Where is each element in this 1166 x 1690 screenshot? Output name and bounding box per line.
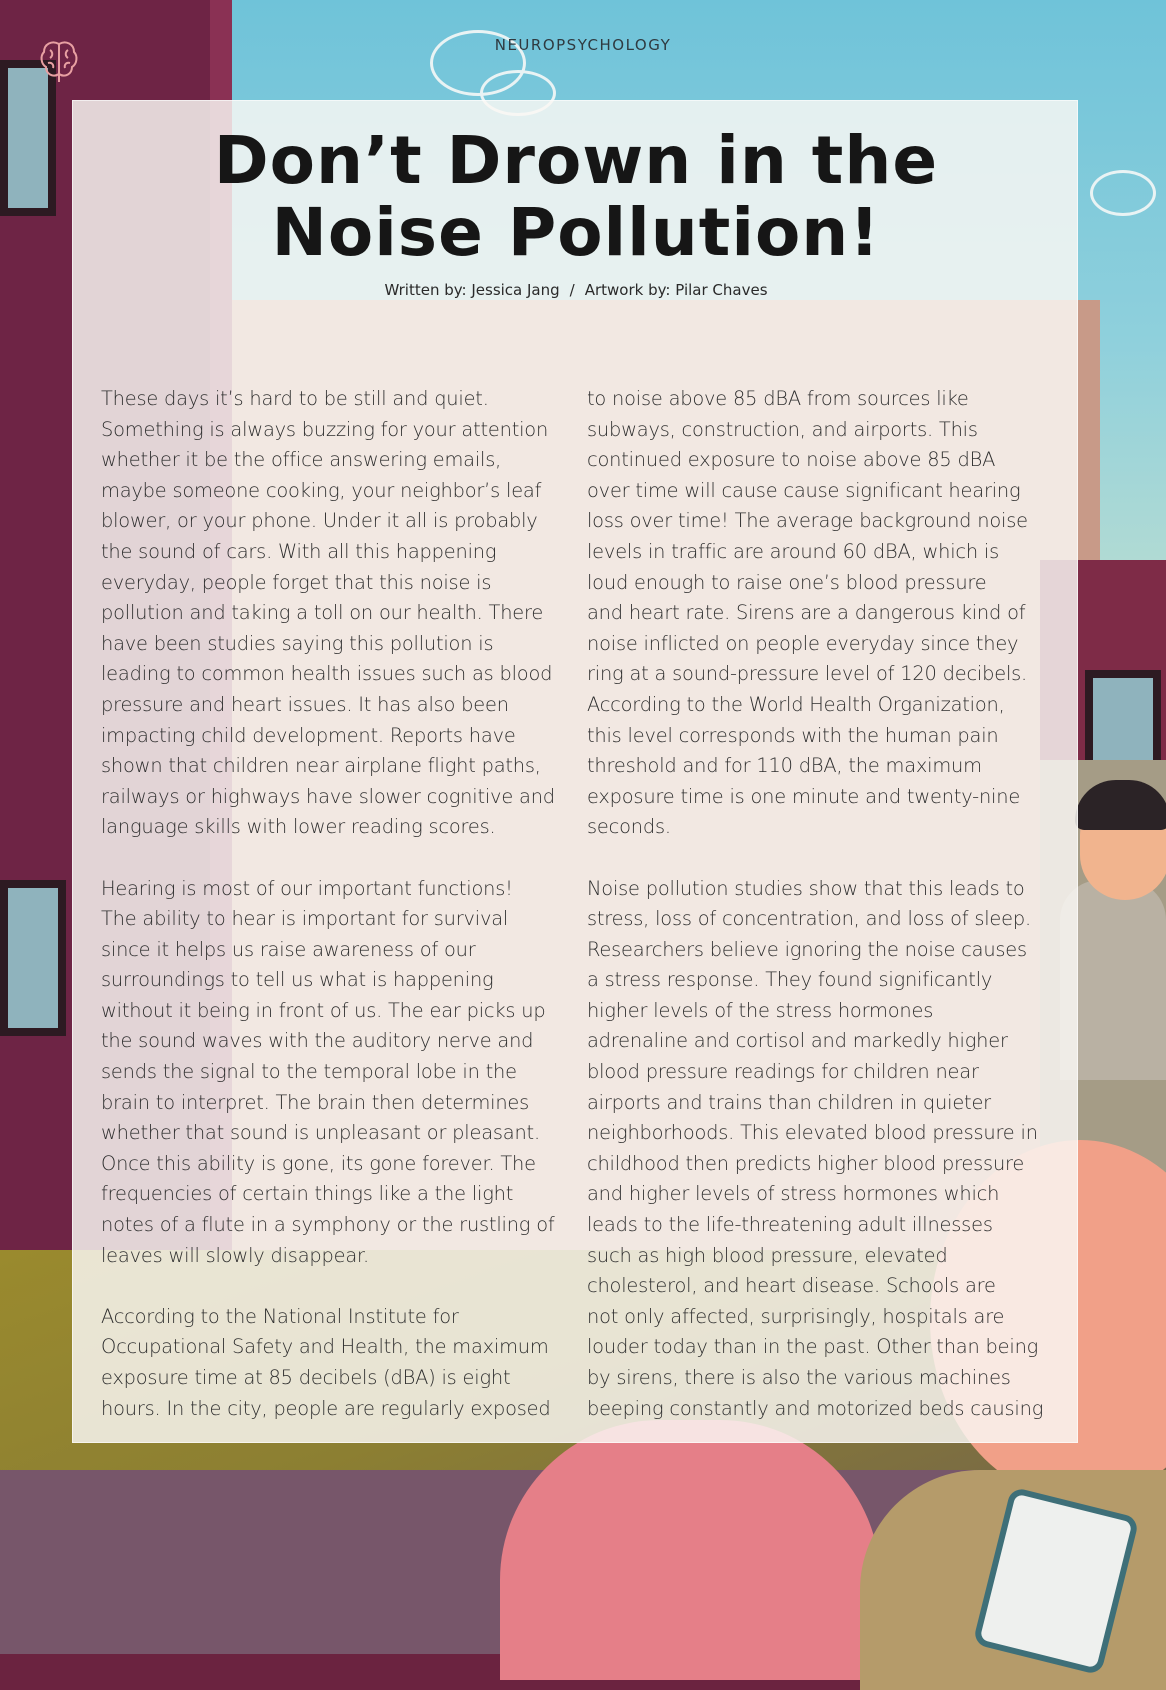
text-line: maybe someone cooking, your neighbor’s leaf	[101, 478, 542, 502]
title-line-1: Don’t Drown in the	[213, 122, 939, 199]
text-line: leading to common health issues such as blood	[101, 662, 553, 686]
text-line: According to the World Health Organization,	[587, 692, 1005, 716]
figure-pink-sweater	[500, 1420, 880, 1680]
byline	[73, 281, 1079, 299]
text-line: Something is always buzzing for your attention	[101, 417, 549, 441]
text-line: pollution and taking a toll on our health. There	[101, 601, 544, 625]
text-line: continued exposure to noise above 85 dBA	[587, 448, 996, 472]
text-line: Once this ability is gone, its gone forever. The	[101, 1151, 536, 1175]
text-line: stress, loss of concentration, and loss of sleep.	[587, 907, 1031, 931]
text-line: childhood then predicts higher blood pressure	[587, 1151, 1025, 1175]
text-line: sends the signal to the temporal lobe in the	[101, 1060, 517, 1084]
section-label: NEUROPSYCHOLOGY	[494, 36, 672, 54]
text-line: railways or highways have slower cognitive and	[101, 784, 555, 808]
text-line: language skills with lower reading scores.	[101, 815, 496, 839]
title-line-2: Noise Pollution!	[271, 194, 881, 271]
text-line: whether that sound is unpleasant or pleasant.	[101, 1121, 540, 1145]
text-line: airports and trains than children in quieter	[587, 1090, 991, 1114]
text-line: levels in traffic are around 60 dBA, which is	[587, 539, 999, 563]
text-line: the sound of cars. With all this happening	[101, 539, 497, 563]
text-line: the sound waves with the auditory nerve and	[101, 1029, 534, 1053]
text-line: adrenaline and cortisol and markedly higher	[587, 1029, 1008, 1053]
text-line: subways, construction, and airports. This	[587, 417, 978, 441]
text-line: such as high blood pressure, elevated	[587, 1243, 948, 1267]
text-line: These days it’s hard to be still and quiet.	[101, 387, 489, 410]
article-paragraph	[101, 384, 571, 843]
text-line: The ability to hear is important for survival	[101, 907, 509, 931]
article-paragraph	[587, 874, 1073, 1425]
text-line: beeping constantly and motorized beds causing	[587, 1396, 1044, 1420]
article-column-left	[101, 384, 571, 1424]
text-line: leaves will slowly disappear.	[101, 1243, 369, 1267]
text-line: noise inflicted on people everyday since they	[587, 631, 1019, 655]
text-line: Noise pollution studies show that this leads to	[587, 876, 1025, 900]
text-line: not only affected, surprisingly, hospitals are	[587, 1304, 1005, 1328]
text-line: since it helps us raise awareness of our	[101, 937, 476, 961]
text-line: exposure time is one minute and twenty-nine	[587, 784, 1021, 808]
text-line: blower, or your phone. Under it all is probably	[101, 509, 538, 533]
article-panel	[72, 100, 1078, 1443]
article-paragraph	[101, 874, 571, 1272]
article-paragraph	[101, 1302, 571, 1424]
text-line: Occupational Safety and Health, the maximum	[101, 1335, 549, 1359]
text-line: over time will cause cause significant hearing	[587, 478, 1021, 502]
text-line: by sirens, there is also the various machines	[587, 1366, 1011, 1389]
text-line: loud enough to raise one’s blood pressure	[587, 570, 987, 594]
text-line: everyday, people forget that this noise is	[101, 570, 492, 594]
text-line: hours. In the city, people are regularly exposed	[101, 1396, 551, 1420]
text-line: Researchers believe ignoring the noise causes	[587, 937, 1027, 961]
article-title	[73, 122, 1079, 271]
byline-author: Written by: Jessica Jang	[384, 281, 560, 299]
text-line: surroundings to tell us what is happening	[101, 968, 494, 992]
text-line: shown that children near airplane flight paths,	[101, 754, 541, 778]
text-line: to noise above 85 dBA from sources like	[587, 387, 969, 410]
text-line: blood pressure readings for children near	[587, 1060, 979, 1084]
byline-artist: Artwork by: Pilar Chaves	[584, 281, 768, 299]
text-line: leads to the life-threatening adult illnesses	[587, 1213, 993, 1237]
text-line: notes of a flute in a symphony or the rustling of	[101, 1213, 555, 1237]
text-line: pressure and heart issues. It has also been	[101, 692, 509, 716]
text-line: cholesterol, and heart disease. Schools are	[587, 1274, 996, 1298]
text-line: ring at a sound-pressure level of 120 decibels.	[587, 662, 1027, 686]
text-line: exposure time at 85 decibels (dBA) is eight	[101, 1366, 511, 1389]
text-line: loss over time! The average background noise	[587, 509, 1028, 533]
text-line: According to the National Institute for	[101, 1304, 459, 1328]
article-paragraph	[587, 384, 1073, 843]
text-line: and heart rate. Sirens are a dangerous kind of	[587, 601, 1026, 625]
text-line: this level corresponds with the human pain	[587, 723, 999, 747]
cloud-doodle	[1090, 170, 1156, 216]
text-line: impacting child development. Reports have	[101, 723, 516, 747]
text-line: threshold and for 110 dBA, the maximum	[587, 754, 982, 778]
text-line: brain to interpret. The brain then determines	[101, 1090, 530, 1114]
text-line: seconds.	[587, 815, 671, 839]
window	[0, 880, 66, 1036]
text-line: have been studies saying this pollution is	[101, 631, 494, 655]
byline-separator: /	[569, 281, 575, 299]
text-line: a stress response. They found significantly	[587, 968, 993, 992]
text-line: without it being in front of us. The ear picks up	[101, 998, 546, 1022]
text-line: higher levels of the stress hormones	[587, 998, 934, 1022]
text-line: whether it be the office answering emails,	[101, 448, 502, 472]
text-line: Hearing is most of our important functions!	[101, 876, 513, 900]
text-line: louder today than in the past. Other than being	[587, 1335, 1039, 1359]
text-line: frequencies of certain things like a the light	[101, 1182, 514, 1206]
article-column-right	[587, 384, 1073, 1424]
text-line: neighborhoods. This elevated blood pressure in	[587, 1121, 1038, 1145]
text-line: and higher levels of stress hormones which	[587, 1182, 1000, 1206]
